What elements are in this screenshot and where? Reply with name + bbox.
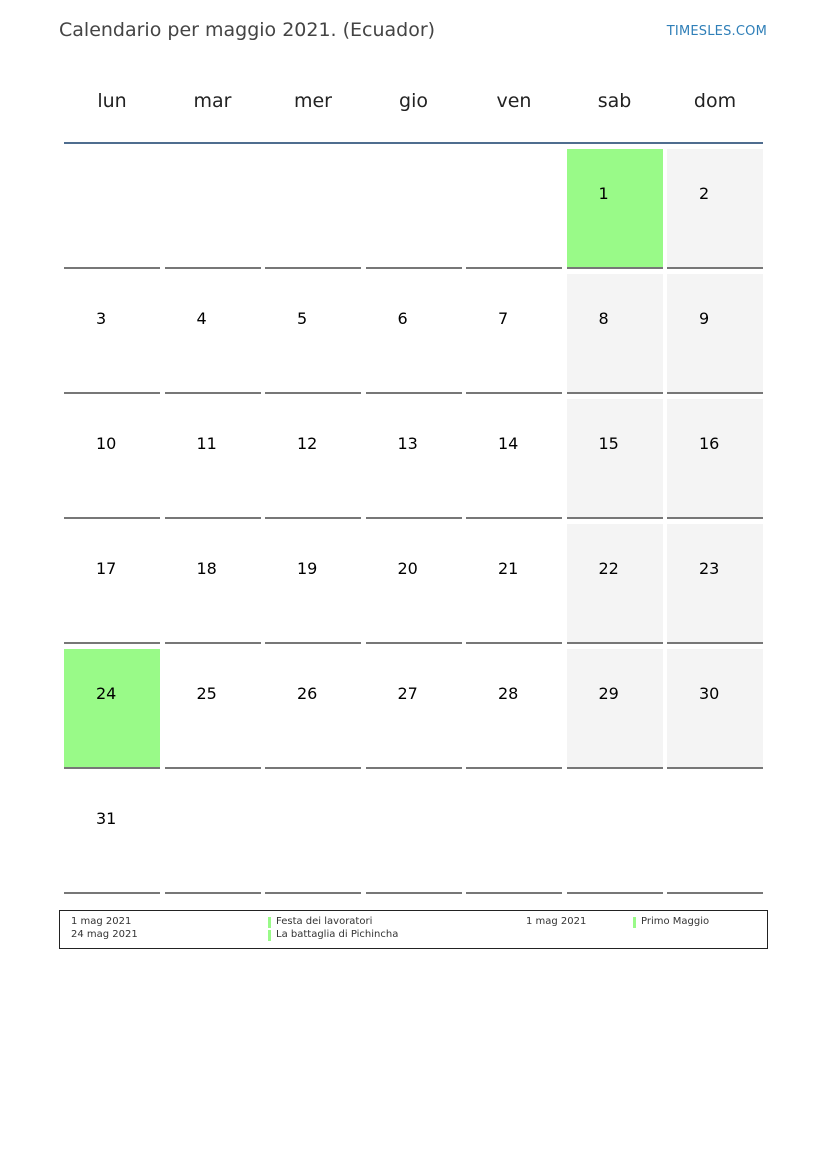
day-number: 26 [297, 684, 318, 703]
cell-divider [165, 767, 261, 769]
cell-divider [165, 892, 261, 894]
weekday-header-row [64, 90, 763, 118]
cell-divider [466, 642, 562, 644]
calendar-day-cell[interactable] [64, 649, 160, 769]
calendar-day-cell[interactable] [466, 399, 562, 519]
cell-divider [667, 267, 763, 269]
day-number: 7 [498, 309, 509, 328]
cell-divider [64, 767, 160, 769]
calendar-day-cell[interactable] [567, 524, 663, 644]
cell-divider [64, 517, 160, 519]
calendar-day-cell[interactable] [466, 649, 562, 769]
day-number: 30 [699, 684, 720, 703]
day-number: 13 [397, 434, 418, 453]
day-number: 23 [699, 559, 720, 578]
legend-date: 24 mag 2021 [71, 929, 138, 940]
holiday-legend [59, 910, 768, 949]
day-number: 21 [498, 559, 519, 578]
cell-divider [567, 642, 663, 644]
calendar-day-cell[interactable] [64, 399, 160, 519]
calendar-day-cell[interactable] [466, 524, 562, 644]
calendar-day-cell[interactable] [265, 399, 361, 519]
legend-date: 1 mag 2021 [526, 916, 587, 927]
cell-divider [165, 642, 261, 644]
cell-divider [466, 767, 562, 769]
day-number: 5 [297, 309, 308, 328]
cell-divider [366, 767, 462, 769]
calendar-day-cell[interactable] [667, 149, 763, 269]
calendar-day-cell[interactable] [667, 524, 763, 644]
calendar-day-cell[interactable] [64, 774, 160, 894]
cell-divider [265, 767, 361, 769]
cell-divider [667, 892, 763, 894]
cell-divider [667, 517, 763, 519]
calendar-empty-cell [366, 774, 462, 894]
day-number: 17 [96, 559, 117, 578]
day-number: 18 [196, 559, 217, 578]
calendar-day-cell[interactable] [667, 399, 763, 519]
calendar-day-cell[interactable] [64, 274, 160, 394]
day-number: 27 [397, 684, 418, 703]
weekday-wed: mer [293, 90, 332, 112]
day-number: 12 [297, 434, 318, 453]
cell-divider [265, 642, 361, 644]
day-number: 19 [297, 559, 318, 578]
cell-divider [165, 267, 261, 269]
calendar-empty-cell [466, 149, 562, 269]
calendar-day-cell[interactable] [165, 399, 261, 519]
weekday-tue: mar [193, 90, 232, 112]
weekday-fri: ven [496, 90, 532, 112]
legend-holiday-name: Primo Maggio [641, 916, 710, 927]
calendar-empty-cell [165, 774, 261, 894]
cell-divider [265, 892, 361, 894]
cell-divider [165, 517, 261, 519]
cell-divider [64, 642, 160, 644]
day-number: 20 [397, 559, 418, 578]
cell-divider [366, 267, 462, 269]
cell-divider [567, 392, 663, 394]
header-divider [64, 142, 763, 144]
day-number: 2 [699, 184, 710, 203]
calendar-day-cell[interactable] [567, 399, 663, 519]
cell-divider [366, 892, 462, 894]
day-number: 10 [96, 434, 117, 453]
calendar-day-cell[interactable] [667, 274, 763, 394]
day-number: 16 [699, 434, 720, 453]
calendar-empty-cell [165, 149, 261, 269]
brand-logo-text[interactable]: TIMESLES.COM [666, 24, 767, 39]
legend-holiday-marker [268, 917, 271, 928]
calendar-day-cell[interactable] [567, 649, 663, 769]
cell-divider [64, 392, 160, 394]
calendar-day-cell[interactable] [265, 524, 361, 644]
cell-divider [466, 517, 562, 519]
calendar-empty-cell [366, 149, 462, 269]
calendar-empty-cell [567, 774, 663, 894]
weekday-mon: lun [97, 90, 127, 112]
calendar-day-cell[interactable] [366, 649, 462, 769]
day-number: 31 [96, 809, 117, 828]
cell-divider [567, 517, 663, 519]
cell-divider [165, 392, 261, 394]
cell-divider [667, 392, 763, 394]
day-number: 4 [196, 309, 207, 328]
day-number: 22 [598, 559, 619, 578]
cell-divider [265, 517, 361, 519]
weekday-sat: sab [597, 90, 632, 112]
cell-divider [667, 642, 763, 644]
calendar-day-cell[interactable] [567, 149, 663, 269]
calendar-day-cell[interactable] [366, 399, 462, 519]
calendar-day-cell[interactable] [165, 274, 261, 394]
calendar-day-cell[interactable] [366, 274, 462, 394]
weekday-thu: gio [399, 90, 428, 112]
cell-divider [366, 517, 462, 519]
day-number: 3 [96, 309, 107, 328]
day-number: 9 [699, 309, 710, 328]
calendar-day-cell[interactable] [466, 274, 562, 394]
cell-divider [466, 392, 562, 394]
cell-divider [466, 892, 562, 894]
cell-divider [567, 767, 663, 769]
calendar-day-cell[interactable] [64, 524, 160, 644]
calendar-day-cell[interactable] [265, 274, 361, 394]
calendar-day-cell[interactable] [265, 649, 361, 769]
day-number: 14 [498, 434, 519, 453]
page-title: Calendario per maggio 2021. (Ecuador) [59, 19, 436, 41]
calendar-empty-cell [466, 774, 562, 894]
cell-divider [265, 392, 361, 394]
calendar-day-cell[interactable] [366, 524, 462, 644]
calendar-day-cell[interactable] [567, 274, 663, 394]
day-number: 11 [196, 434, 217, 453]
day-number: 29 [598, 684, 619, 703]
legend-holiday-name: La battaglia di Pichincha [276, 929, 399, 940]
legend-holiday-name: Festa dei lavoratori [276, 916, 373, 927]
calendar-empty-cell [64, 149, 160, 269]
calendar-day-cell[interactable] [165, 524, 261, 644]
cell-divider [667, 767, 763, 769]
cell-divider [265, 267, 361, 269]
day-number: 24 [96, 684, 117, 703]
cell-divider [567, 267, 663, 269]
legend-holiday-marker [268, 930, 271, 941]
calendar-empty-cell [265, 149, 361, 269]
cell-divider [64, 267, 160, 269]
cell-divider [366, 392, 462, 394]
calendar-day-cell[interactable] [165, 649, 261, 769]
cell-divider [366, 642, 462, 644]
weekday-sun: dom [693, 90, 737, 112]
calendar-empty-cell [667, 774, 763, 894]
cell-divider [64, 892, 160, 894]
day-number: 8 [598, 309, 609, 328]
day-number: 6 [397, 309, 408, 328]
day-number: 28 [498, 684, 519, 703]
calendar-grid [64, 149, 763, 895]
cell-divider [466, 267, 562, 269]
day-number: 1 [598, 184, 609, 203]
calendar-day-cell[interactable] [667, 649, 763, 769]
day-number: 25 [196, 684, 217, 703]
cell-divider [567, 892, 663, 894]
calendar-empty-cell [265, 774, 361, 894]
day-number: 15 [598, 434, 619, 453]
legend-holiday-marker [633, 917, 636, 928]
legend-date: 1 mag 2021 [71, 916, 132, 927]
